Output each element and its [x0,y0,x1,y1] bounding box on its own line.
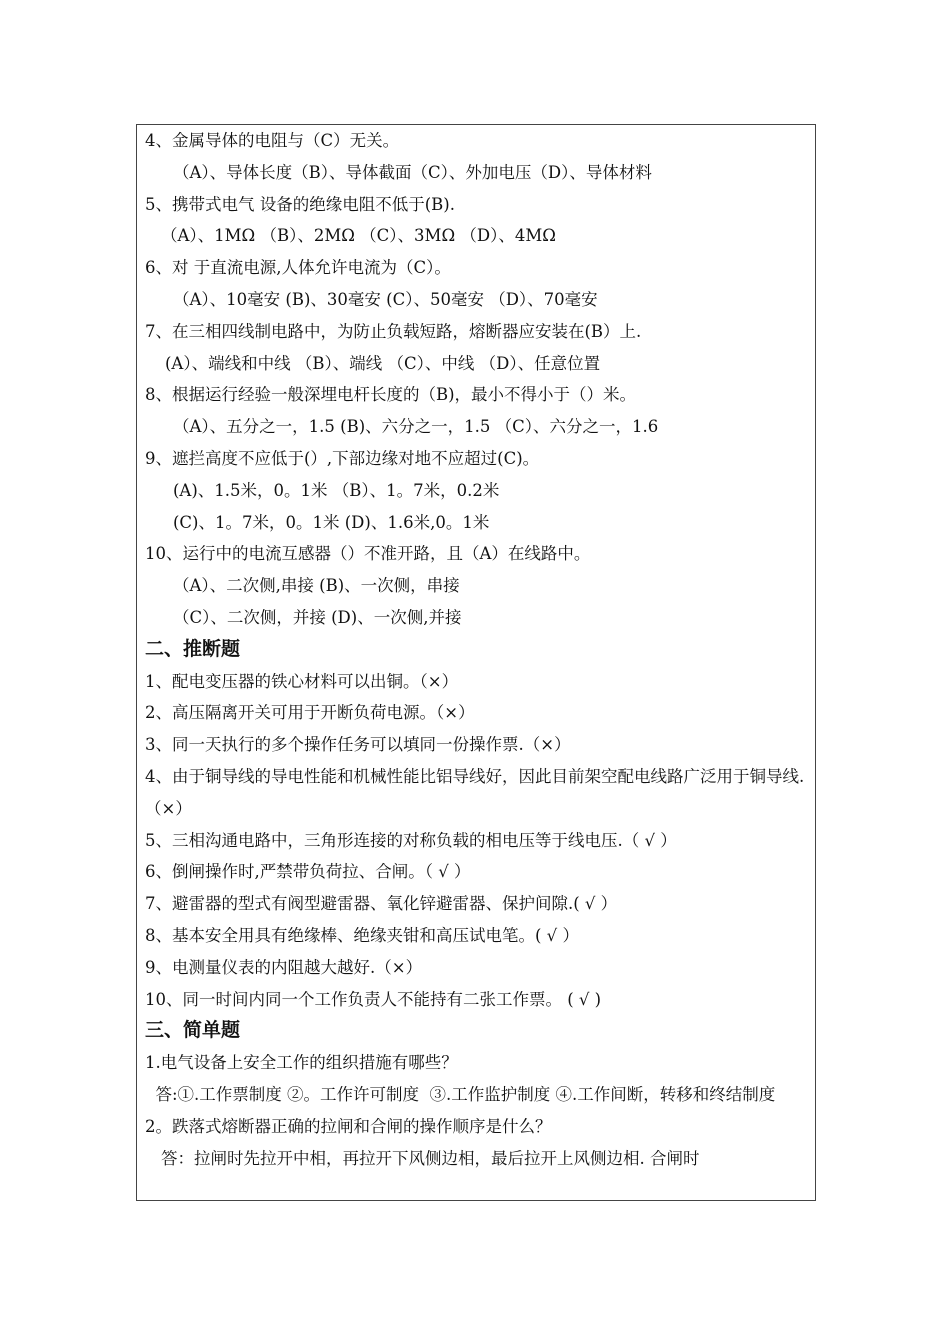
question-7: 7、在三相四线制电路中，为防止负载短路，熔断器应安装在(B）上. [145,321,642,341]
question-5-options: （A）、1MΩ （B）、2MΩ （C）、3MΩ （D）、4MΩ [161,226,556,246]
short-question-2: 2。跌落式熔断器正确的拉闸和合闸的操作顺序是什么？ [145,1116,552,1136]
judge-item: 2、高压隔离开关可用于开断负荷电源。（×） [145,703,475,723]
question-9: 9、遮拦高度不应低于(）,下部边缘对地不应超过(C)。 [145,448,540,468]
question-4-options: （A）、导体长度（B）、导体截面（C）、外加电压（D）、导体材料 [173,162,652,182]
judge-item: 1、配电变压器的铁心材料可以出铜。（×） [145,671,459,691]
short-answer-1: 答:①.工作票制度 ②。工作许可制度 ③.工作监护制度 ④.工作间断，转移和终结制度 [145,1084,776,1104]
question-10-options-1: （A）、二次侧,串接 (B)、一次侧，串接 [173,576,460,596]
judge-item: 9、电测量仪表的内阻越大越好.（×） [145,957,423,977]
question-10: 10、运行中的电流互感器（）不准开路，且（A）在线路中。 [145,544,591,564]
short-answer-2: 答：拉闸时先拉开中相，再拉开下风侧边相，最后拉开上风侧边相. 合闸时 [161,1148,700,1168]
judge-item: 3、同一天执行的多个操作任务可以填同一份操作票.（×） [145,735,571,755]
document-content [145,125,809,1174]
question-9-options-2: (C)、1。7米，0。1米 (D)、1.6米,0。1米 [173,512,490,532]
question-7-options: (A）、端线和中线 （B）、端线 （C）、中线 （D）、任意位置 [165,353,601,373]
document-frame [136,124,816,1201]
judge-heading: 二、推断题 [145,637,241,660]
short-heading: 三、简单题 [145,1019,241,1042]
judge-item: 5、三相沟通电路中，三角形连接的对称负载的相电压等于线电压.（ √ ） [145,830,677,850]
question-10-options-2: （C）、二次侧，并接 (D)、一次侧,并接 [173,607,462,627]
judge-item: 6、倒闸操作时,严禁带负荷拉、合闸。（ √ ） [145,862,471,882]
question-4: 4、金属导体的电阻与（C）无关。 [145,131,400,150]
judge-item: 8、基本安全用具有绝缘棒、绝缘夹钳和高压试电笔。( √ ） [145,925,579,945]
short-question-1: 1.电气设备上安全工作的组织措施有哪些？ [145,1053,458,1073]
judge-item: 7、避雷器的型式有阀型避雷器、氧化锌避雷器、保护间隙.( √ ） [145,894,618,914]
question-5: 5、携带式电气 设备的绝缘电阻不低于(B). [145,194,455,214]
judge-item: 4、由于铜导线的导电性能和机械性能比铝导线好，因此目前架空配电线路广泛用于铜导线.（×） [145,766,805,818]
question-9-options-1: (A)、1.5米，0。1米 （B）、1。7米，0.2米 [173,480,500,500]
question-8: 8、根据运行经验一般深埋电杆长度的（B)，最小不得小于（）米。 [145,385,637,405]
question-6: 6、对 于直流电源,人体允许电流为（C）。 [145,258,451,278]
judge-item: 10、同一时间内同一个工作负责人不能持有二张工作票。 ( √ ) [145,989,602,1009]
question-6-options: （A）、10毫安 (B)、30毫安 (C）、50毫安 （D）、70毫安 [173,289,598,309]
question-8-options: （A）、五分之一，1.5 (B)、六分之一，1.5 （C）、六分之一，1.6 [173,417,659,437]
